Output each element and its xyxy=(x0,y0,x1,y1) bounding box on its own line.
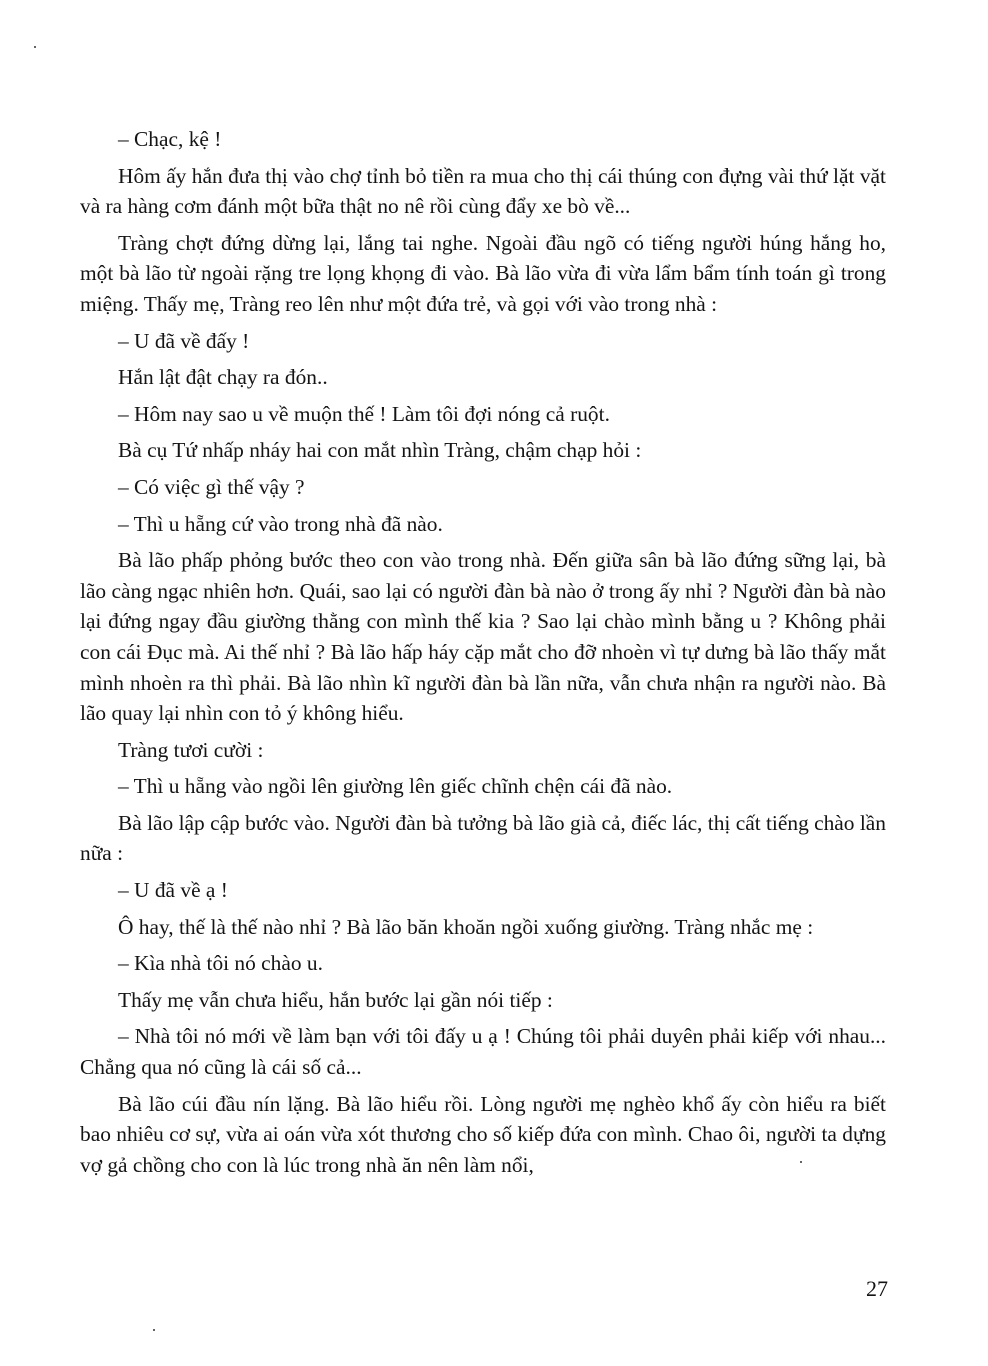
paragraph: – Hôm nay sao u về muộn thế ! Làm tôi đợi nóng cả ruột. xyxy=(118,401,610,426)
paragraph: Hôm ấy hắn đưa thị vào chợ tỉnh bỏ tiền ra mua cho thị cái thúng con đựng vài thứ lặt vặt và ra hàng cơm đánh một bữa thật no nê rồi cùng đẩy xe bò về... xyxy=(80,163,886,219)
paragraph: – Thì u hẵng vào ngồi lên giường lên giếc chĩnh chện cái đã nào. xyxy=(118,774,673,799)
paragraph: – Thì u hẵng cứ vào trong nhà đã nào. xyxy=(118,511,443,536)
paragraph: Bà cụ Tứ nhấp nháy hai con mắt nhìn Tràng, chậm chạp hỏi : xyxy=(118,438,642,463)
page-number: 27 xyxy=(866,1276,888,1301)
paragraph: Bà lão phấp phỏng bước theo con vào trong nhà. Đến giữa sân bà lão đứng sững lại, bà lão càng ngạc nhiên hơn. Quái, sao lại có người đàn bà nào ở trong ấy nhỉ ? Người đàn bà nào lại đứng ngay đầu giường thằng con mình thế kia ? Sao lại chào mình bằng u ? Không phải con cái Đục mà. Ai thế nhỉ ? Bà lão hấp háy cặp mắt cho đỡ nhoèn vì tự dưng bà lão thấy mắt mình nhoèn ra thì phải. Bà lão nhìn kĩ người đàn bà lần nữa, vẫn chưa nhận ra người nào. Bà lão quay lại nhìn con tỏ ý không hiểu. xyxy=(80,548,886,726)
scan-speck xyxy=(153,1329,155,1331)
paragraph: Bà lão cúi đầu nín lặng. Bà lão hiểu rồi. Lòng người mẹ nghèo khổ ấy còn hiểu ra biết bao nhiêu cơ sự, vừa ai oán vừa xót thương cho số kiếp đứa con mình. Chao ôi, người ta dựng vợ gả chồng cho con là lúc trong nhà ăn nên làm nổi, xyxy=(80,1091,886,1177)
paragraph: Hắn lật đật chạy ra đón.. xyxy=(118,365,328,390)
paragraph: – Chạc, kệ ! xyxy=(118,127,222,151)
paragraph: – Nhà tôi nó mới về làm bạn với tôi đấy u ạ ! Chúng tôi phải duyên phải kiếp với nhau... Chẳng qua nó cũng là cái số cả... xyxy=(80,1024,886,1080)
scan-speck xyxy=(34,46,36,48)
paragraph: Tràng tươi cười : xyxy=(118,737,264,762)
paragraph: – Kìa nhà tôi nó chào u. xyxy=(118,951,323,976)
body-text xyxy=(80,124,886,1186)
paragraph: Ô hay, thế là thế nào nhỉ ? Bà lão băn khoăn ngồi xuống giường. Tràng nhắc mẹ : xyxy=(118,914,814,939)
paragraph: – U đã về ạ ! xyxy=(118,878,228,903)
paragraph: Tràng chợt đứng dừng lại, lắng tai nghe. Ngoài đầu ngõ có tiếng người húng hắng ho, một bà lão từ ngoài rặng tre lọng khọng đi vào. Bà lão vừa đi vừa lẩm bẩm tính toán gì trong miệng. Thấy mẹ, Tràng reo lên như một đứa trẻ, và gọi với vào trong nhà : xyxy=(80,230,886,316)
paragraph: – U đã về đấy ! xyxy=(118,328,250,353)
paragraph: Thấy mẹ vẫn chưa hiểu, hắn bước lại gần nói tiếp : xyxy=(118,987,553,1012)
paragraph: Bà lão lập cập bước vào. Người đàn bà tưởng bà lão già cả, điếc lác, thị cất tiếng chào lần nữa : xyxy=(80,810,886,866)
paragraph: – Có việc gì thế vậy ? xyxy=(118,474,305,499)
